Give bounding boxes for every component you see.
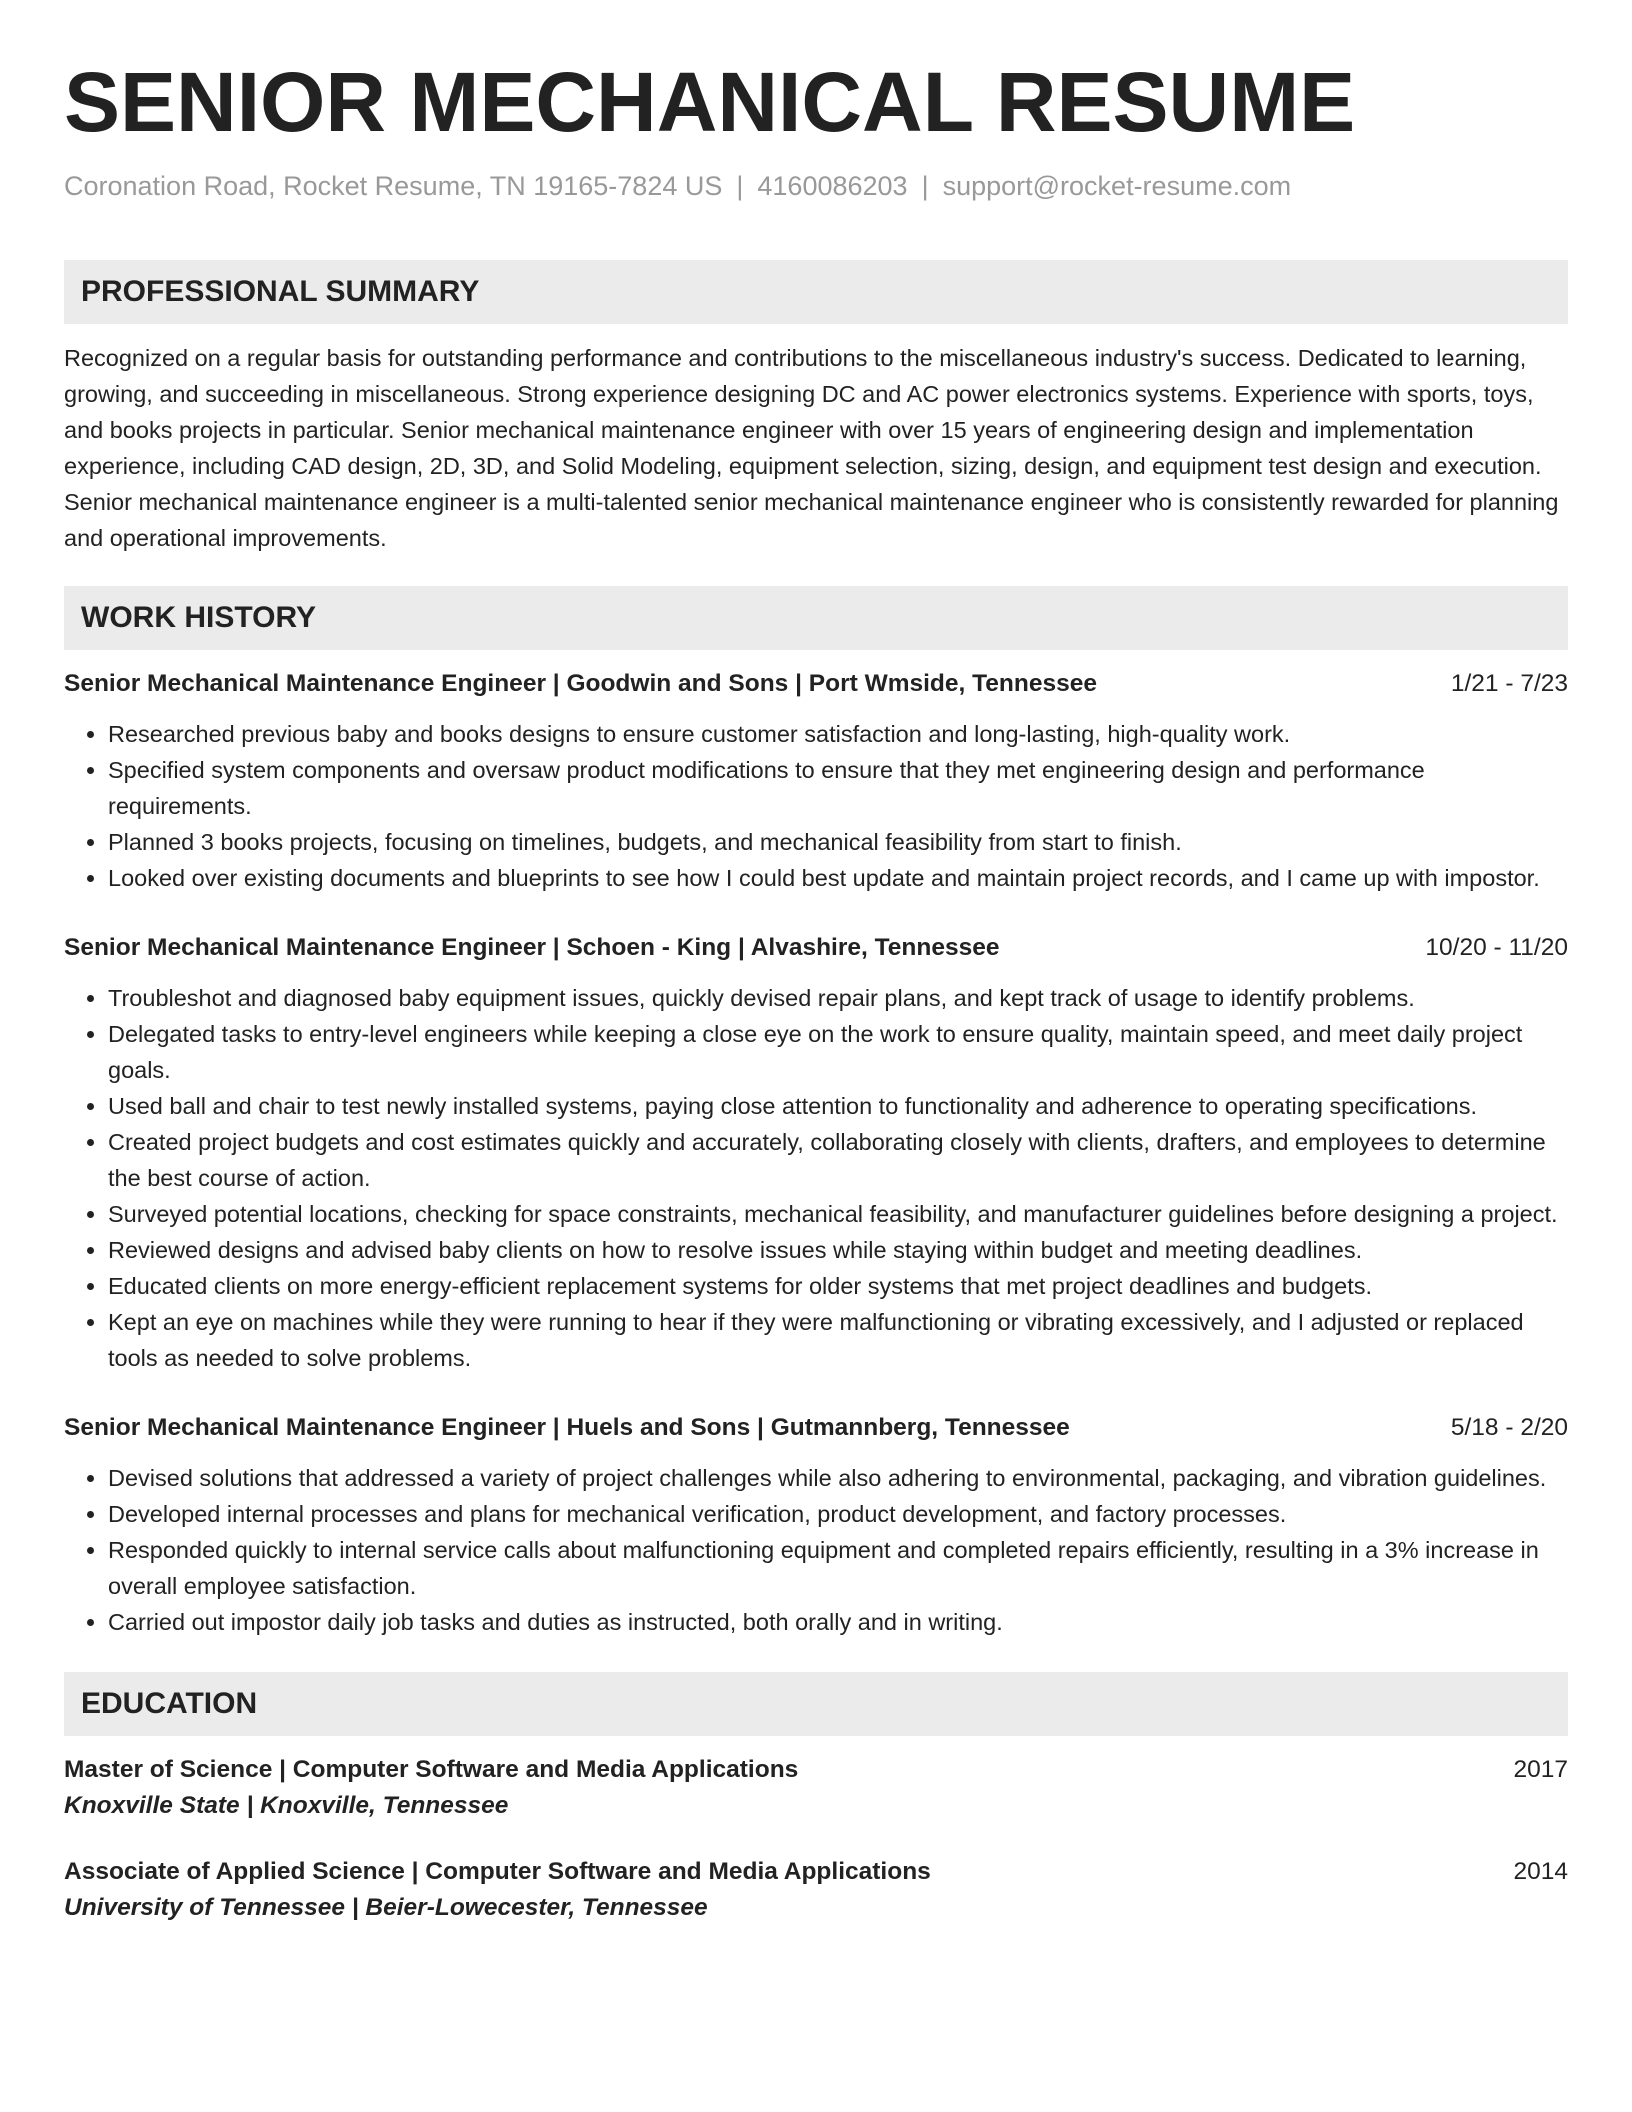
job-bullet: • Educated clients on more energy-efficient replacement systems for older systems that met project deadlines and budgets. [108,1268,1568,1304]
job-bullet: • Planned 3 books projects, focusing on timelines, budgets, and mechanical feasibility from start to finish. [108,824,1568,860]
contact-separator: | [736,171,744,201]
job-dates: 10/20 - 11/20 [1425,934,1568,961]
education-header [64,1752,1568,1788]
section-header-work-history: WORK HISTORY [64,586,1568,650]
job-bullets [64,1460,1568,1640]
job-entry [64,1410,1568,1640]
job-dates: 5/18 - 2/20 [1450,1414,1568,1441]
education-header [64,1854,1568,1890]
resume-title: SENIOR MECHANICAL RESUME [64,55,1356,149]
education-degree: Associate of Applied Science | Computer Software and Media Applications [64,1858,931,1885]
education-year: 2014 [1513,1858,1568,1885]
job-bullet: • Surveyed potential locations, checking for space constraints, mechanical feasibility, and manufacturer guidelines before designing a project. [108,1196,1568,1232]
job-bullet: • Carried out impostor daily job tasks and duties as instructed, both orally and in writing. [108,1604,1568,1640]
job-bullet: • Responded quickly to internal service calls about malfunctioning equipment and completed repairs efficiently, resulting in a 3% increase in overall employee satisfaction. [108,1532,1568,1604]
job-bullet: • Used ball and chair to test newly installed systems, paying close attention to functionality and adherence to operating specifications. [108,1088,1568,1124]
job-bullets [64,716,1568,896]
job-entry [64,666,1568,896]
job-title: Senior Mechanical Maintenance Engineer | Schoen - King | Alvashire, Tennessee [64,934,1000,961]
section-header-education: EDUCATION [64,1672,1568,1736]
job-header [64,930,1568,966]
job-bullet: • Developed internal processes and plans for mechanical verification, product development, and factory processes. [108,1496,1568,1532]
job-bullet: • Specified system components and oversaw product modifications to ensure that they met engineering design and performance requirements. [108,752,1568,824]
contact-separator: | [921,171,929,201]
summary-text: Recognized on a regular basis for outstanding performance and contributions to the miscellaneous industry's success. Dedicated to learning, growing, and succeeding in miscellaneous. Strong experience designing DC and AC power electronics systems. Experience with sports, toys, and books projects in particular. Senior mechanical maintenance engineer with over 15 years of engineering design and implementation experience, including CAD design, 2D, 3D, and Solid Modeling, equipment selection, sizing, design, and equipment test design and execution. Senior mechanical maintenance engineer is a multi-talented senior mechanical maintenance engineer who is consistently rewarded for planning and operational improvements. [64,345,1559,551]
job-bullet: • Researched previous baby and books designs to ensure customer satisfaction and long-lasting, high-quality work. [108,716,1568,752]
job-header [64,1410,1568,1446]
education-school: Knoxville State | Knoxville, Tennessee [64,1792,509,1819]
job-bullets [64,980,1568,1376]
job-dates: 1/21 - 7/23 [1450,670,1568,697]
contact-line [64,166,1568,206]
education-school: University of Tennessee | Beier-Lowecester, Tennessee [64,1894,708,1921]
job-bullet: • Devised solutions that addressed a variety of project challenges while also adhering to environmental, packaging, and vibration guidelines. [108,1460,1568,1496]
contact-email: support@rocket-resume.com [942,171,1292,201]
job-bullet: • Kept an eye on machines while they were running to hear if they were malfunctioning or vibrating excessively, and I adjusted or replaced tools as needed to solve problems. [108,1304,1568,1376]
job-header [64,666,1568,702]
job-bullet: • Delegated tasks to entry-level engineers while keeping a close eye on the work to ensure quality, maintain speed, and meet daily project goals. [108,1016,1568,1088]
education-degree: Master of Science | Computer Software and Media Applications [64,1756,799,1783]
education-year: 2017 [1513,1756,1568,1783]
job-bullet: • Looked over existing documents and blueprints to see how I could best update and maintain project records, and I came up with impostor. [108,860,1568,896]
section-header-summary: PROFESSIONAL SUMMARY [64,260,1568,324]
education-entry [64,1752,1568,1824]
job-title: Senior Mechanical Maintenance Engineer | Huels and Sons | Gutmannberg, Tennessee [64,1414,1070,1441]
contact-phone: 4160086203 [757,171,908,201]
job-bullet: • Reviewed designs and advised baby clients on how to resolve issues while staying within budget and meeting deadlines. [108,1232,1568,1268]
education-entry [64,1854,1568,1926]
contact-address: Coronation Road, Rocket Resume, TN 19165-7824 US [64,171,723,201]
job-bullet: • Troubleshot and diagnosed baby equipment issues, quickly devised repair plans, and kept track of usage to identify problems. [108,980,1568,1016]
job-bullet: • Created project budgets and cost estimates quickly and accurately, collaborating closely with clients, drafters, and employees to determine the best course of action. [108,1124,1568,1196]
job-title: Senior Mechanical Maintenance Engineer | Goodwin and Sons | Port Wmside, Tennessee [64,670,1097,697]
job-entry [64,930,1568,1376]
